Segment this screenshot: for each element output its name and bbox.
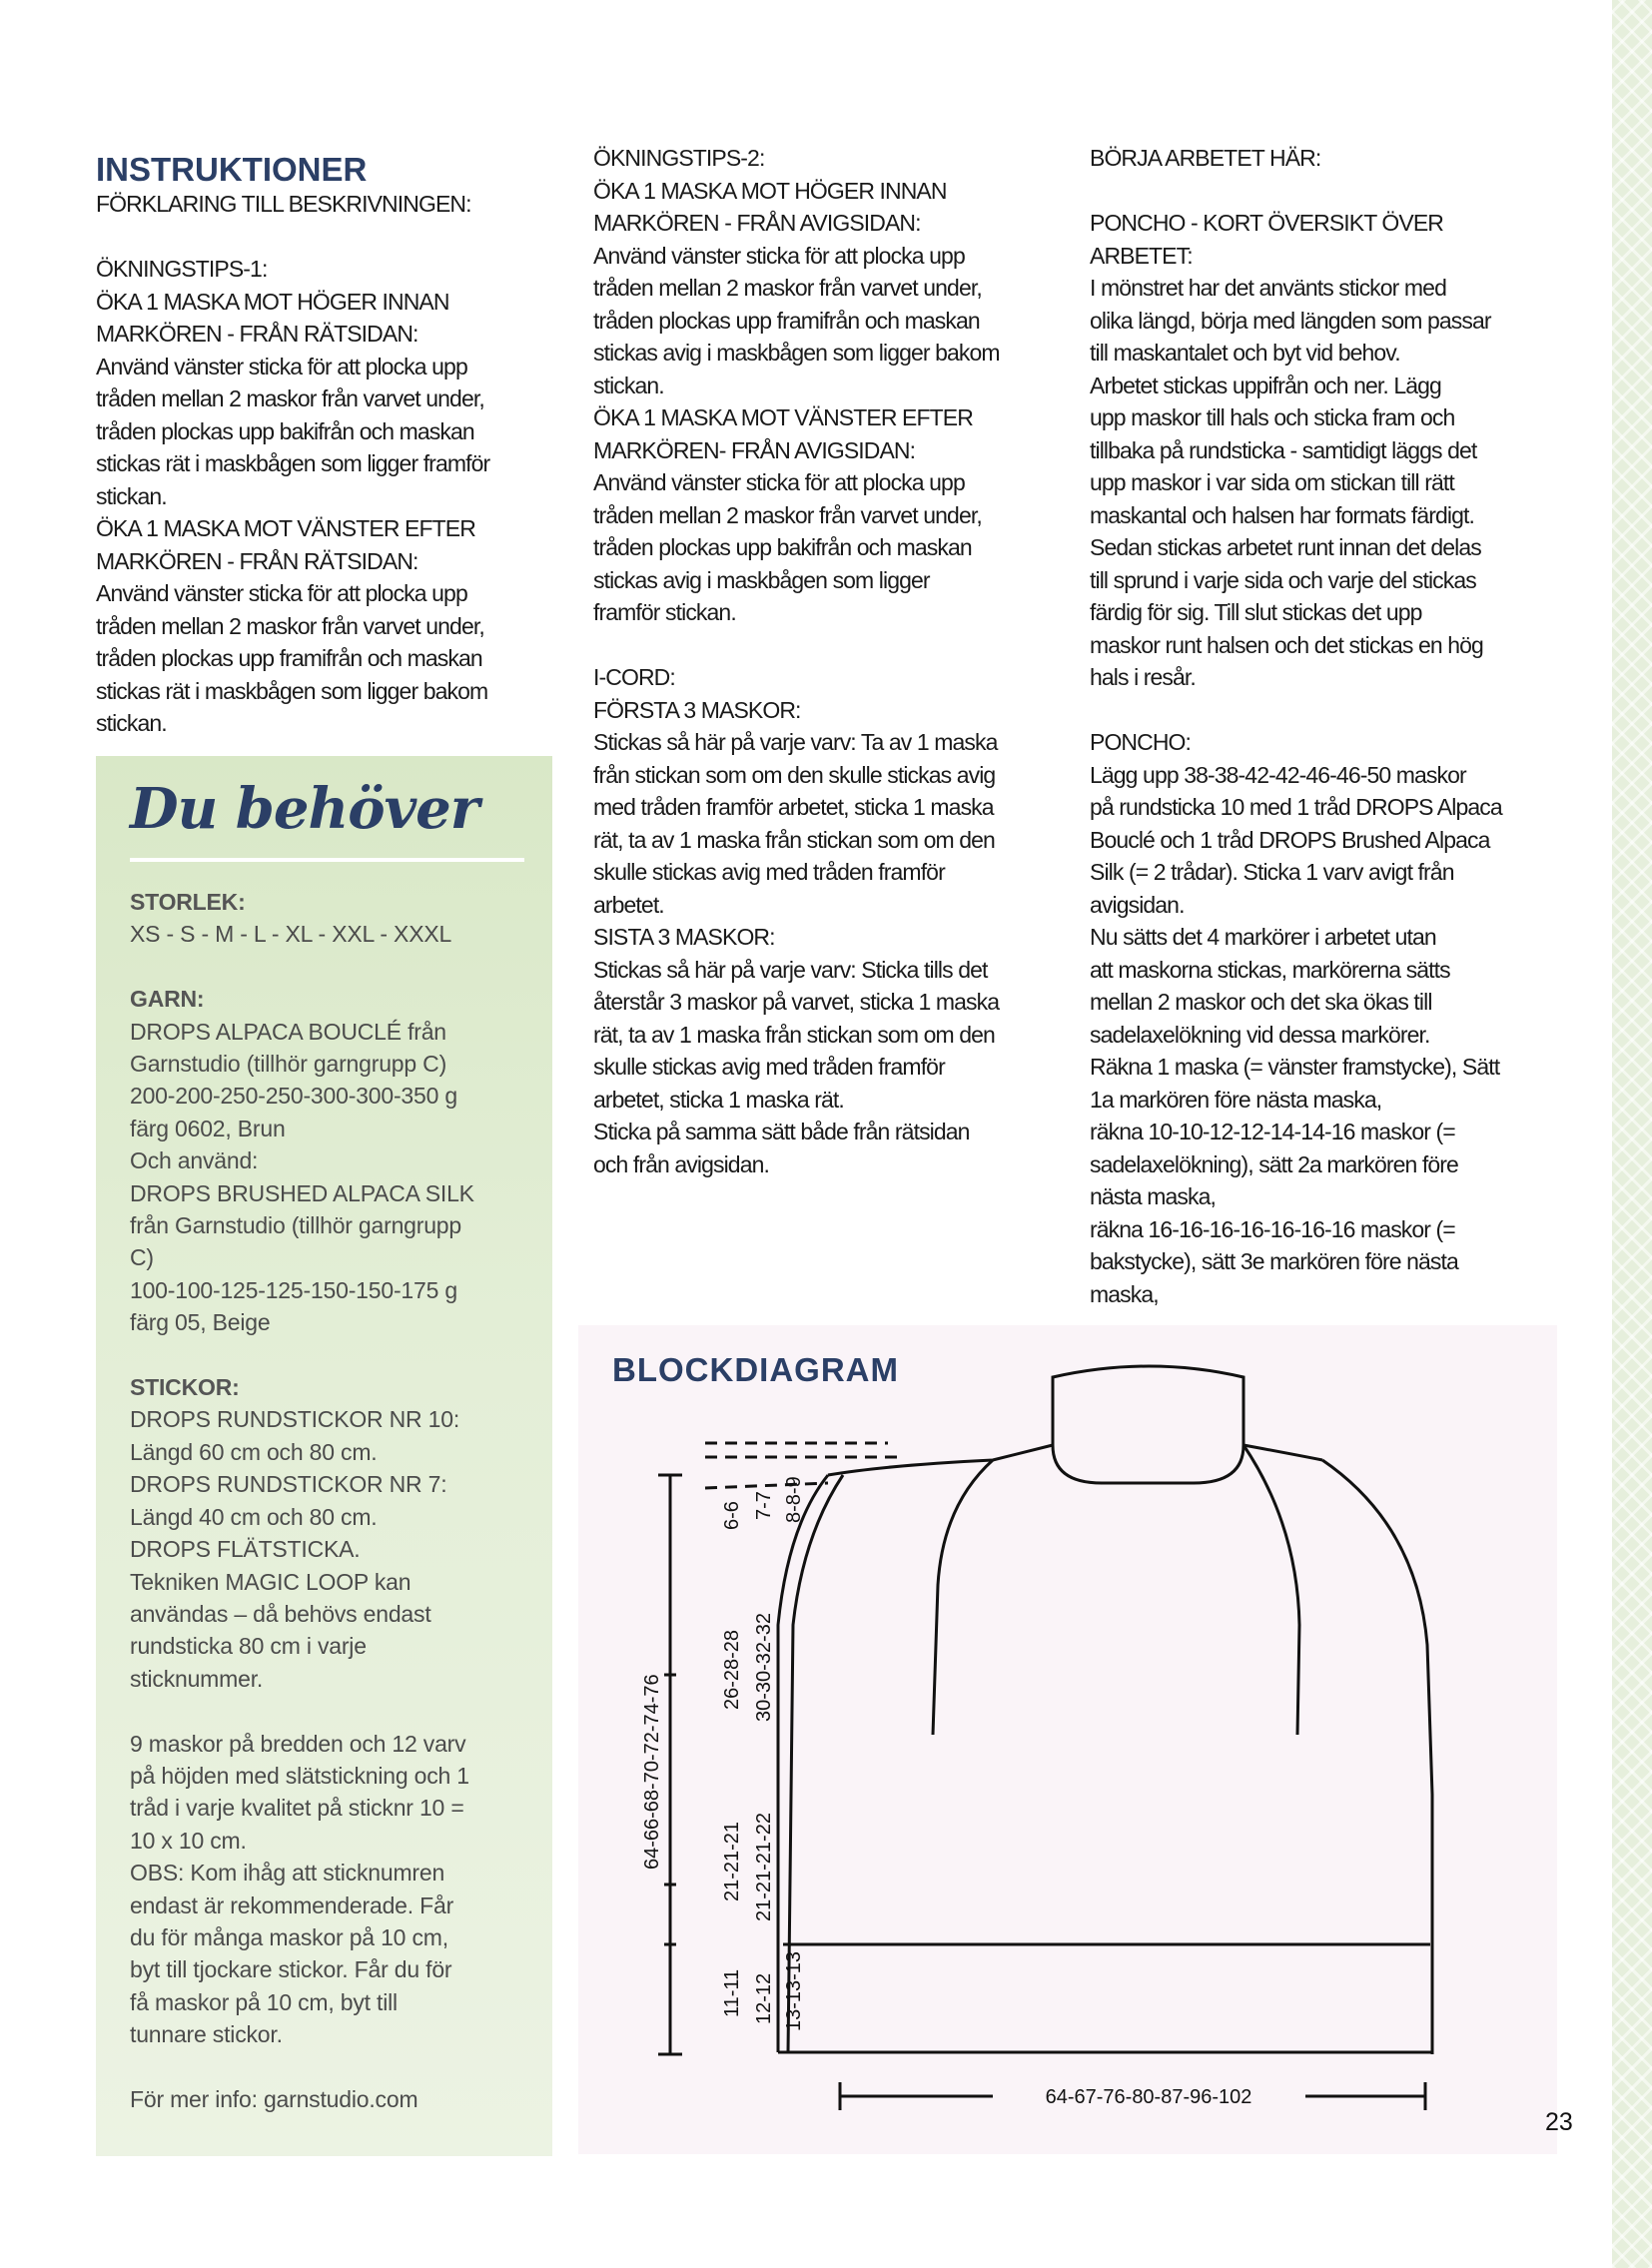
width-label: 64-67-76-80-87-96-102 <box>1045 2086 1252 2108</box>
icord-title: I-CORD: <box>593 664 675 690</box>
page-number: 23 <box>1545 2108 1573 2136</box>
bottom-b-label: 12-12 <box>753 1972 775 2024</box>
poncho-text: Lägg upp 38-38-42-42-46-46-50 maskor på rundsticka 10 med 1 tråd DROPS Alpaca Bouclé och 1 tråd DROPS Brushed Alpaca Silk (= 2 trådar). Sticka 1 varv avigt från avigsidan. Nu sätts det 4 markörer i arbetet utan att maskorna stickas, markörerna sätts mellan 2 maskor och det ska ökas till sadelaxelökning vid dessa markörer. Räkna 1 maska (= vänster framstycke), Sätt 1a markören före nästa maska, räkna 10-10-12-12-14-14-16 maskor (= sadelaxelökning), sätt 2a markören före nästa maska, räkna 16-16-16-16-16-16-16 maskor (= bakstycke), sätt 3e markören före nästa maska, <box>1090 761 1502 1307</box>
materials-box <box>96 756 552 2156</box>
block-diagram-title: BLOCKDIAGRAM <box>612 1351 899 1388</box>
size-list: XS - S - M - L - XL - XXL - XXXL <box>130 921 452 948</box>
increase-left-wrong-side-title: ÖKA 1 MASKA MOT VÄNSTER EFTER MARKÖREN- FRÅN AVIGSIDAN: <box>593 404 973 463</box>
last-stitches-title: SISTA 3 MASKOR: <box>593 924 775 950</box>
increase-right-text: Använd vänster sticka för att plocka upp tråden mellan 2 maskor från varvet under, tråden plockas upp bakifrån och maskan stickas rät i maskbågen som ligger framför stickan. <box>96 353 490 509</box>
yarn-label: GARN: <box>130 986 205 1013</box>
first-stitches-title: FÖRSTA 3 MASKOR: <box>593 696 801 723</box>
increase-right-wrong-side-text: Använd vänster sticka för att plocka upp tråden mellan 2 maskor från varvet under, tråden plockas upp framifrån och maskan stickas avig i maskbågen som ligger bakom stickan. <box>593 242 1000 398</box>
overview-title: PONCHO - KORT ÖVERSIKT ÖVER ARBETET: <box>1090 210 1443 269</box>
overview-text: I mönstret har det använts stickor med olika längd, börja med längden som passar till maskantalet och byt vid behov. Arbetet stickas uppifrån och ner. Lägg upp maskor till hals och sticka fram och tillbaka på rundsticka - samtidigt läggs det upp maskor i var sida om stickan till rätt maskantal och halsen har formats färdigt. Sedan stickas arbetet runt innan det delas till sprund i varje sida och varje del stickas färdig för sig. Till slut stickas det upp maskor runt halsen och det stickas en hög hals i resår. <box>1090 275 1491 690</box>
instructions-column-1 <box>96 152 560 740</box>
last-stitches-text: Stickas så här på varje varv: Sticka tills det återstår 3 maskor på varvet, sticka 1 maska rät, ta av 1 maska från stickan som om den skulle stickas avig med tråden framför arbetet, sticka 1 maska rät. Sticka på samma sätt både från rätsidan och från avigsidan. <box>593 956 1000 1177</box>
increase-right-wrong-side-title: ÖKA 1 MASKA MOT HÖGER INNAN MARKÖREN - FRÅN AVIGSIDAN: <box>593 177 947 236</box>
size-label: STORLEK: <box>130 889 246 915</box>
shoulder-line-left <box>828 1445 1053 1475</box>
top-b-label: 7-7 <box>753 1491 775 1520</box>
total-height-label: 64-66-68-70-72-74-76 <box>641 1674 663 1870</box>
start-here-title: BÖRJA ARBETET HÄR: <box>1090 145 1321 171</box>
top-c-label: 8-8-9 <box>783 1476 805 1523</box>
raglan-seam-right <box>1243 1445 1299 1735</box>
raglan-seam-left <box>933 1460 993 1735</box>
materials-body <box>130 886 534 2115</box>
bottom-a-label: 11-11 <box>721 1968 743 2017</box>
more-info-text: För mer info: garnstudio.com <box>130 2085 418 2112</box>
gauge-text: 9 maskor på bredden och 12 varv på höjden med slätstickning och 1 tråd i varje kvalitet på sticknr 10 = 10 x 10 cm. OBS: Kom ihåg att sticknumren endast är rekommenderade. Får du för många maskor på 10 cm, byt till tjockare stickor. Får du för få maskor på 10 cm, byt till tunnare stickor. <box>130 1730 469 2048</box>
lower-a-label: 21-21-21 <box>721 1821 743 1901</box>
yarn-text: DROPS ALPACA BOUCLÉ från Garnstudio (tillhör garngrupp C) 200-200-250-250-300-300-350 g färg 0602, Brun Och använd: DROPS BRUSHED ALPACA SILK från Garnstudio (tillhör garngrupp C) 100-100-125-125-150-150-175 g färg 05, Beige <box>130 1018 474 1336</box>
needles-label: STICKOR: <box>130 1374 240 1401</box>
shoulder-line-right <box>1243 1445 1322 1460</box>
materials-divider <box>130 858 524 862</box>
bottom-c-label: 13-13-13 <box>783 1950 805 2031</box>
materials-title: Du behöver <box>130 776 479 842</box>
collar-outline <box>1053 1366 1243 1483</box>
needles-text: DROPS RUNDSTICKOR NR 10: Längd 60 cm och 80 cm. DROPS RUNDSTICKOR NR 7: Längd 40 cm och 80 cm. DROPS FLÄTSTICKA. Tekniken MAGIC LOOP kan användas – då behövs endast rundsticka 80 cm i varje sticknummer. <box>130 1406 460 1692</box>
mid-b-label: 30-30-32-32 <box>753 1613 775 1722</box>
lower-b-label: 21-21-21-22 <box>753 1813 775 1921</box>
decorative-side-strip <box>1612 0 1652 2268</box>
increase-tip-2-title: ÖKNINGSTIPS-2: <box>593 145 765 171</box>
guide-dashed-3 <box>705 1483 828 1488</box>
instructions-column-2 <box>593 142 1063 1180</box>
mid-a-label: 26-28-28 <box>721 1629 743 1710</box>
increase-tip-1-title: ÖKNINGSTIPS-1: <box>96 256 268 282</box>
increase-right-title: ÖKA 1 MASKA MOT HÖGER INNAN MARKÖREN - FRÅN RÄTSIDAN: <box>96 288 449 347</box>
top-a-label: 6-6 <box>721 1501 743 1530</box>
increase-left-text: Använd vänster sticka för att plocka upp tråden mellan 2 maskor från varvet under, tråden plockas upp framifrån och maskan stickas rät i maskbågen som ligger bakom stickan. <box>96 580 488 736</box>
body-outline-right <box>1322 1460 1432 2054</box>
explanation-subheading: FÖRKLARING TILL BESKRIVNINGEN: <box>96 191 471 217</box>
first-stitches-text: Stickas så här på varje varv: Ta av 1 maska från stickan som om den skulle stickas avig med tråden framför arbetet, sticka 1 maska rät, ta av 1 maska från stickan som om den skulle stickas avig med tråden framför arbetet. <box>593 729 998 918</box>
block-diagram-drawing <box>578 1325 1557 2154</box>
block-diagram <box>578 1325 1557 2154</box>
instructions-heading: INSTRUKTIONER <box>96 151 368 188</box>
increase-left-wrong-side-text: Använd vänster sticka för att plocka upp tråden mellan 2 maskor från varvet under, tråden plockas upp bakifrån och maskan stickas avig i maskbågen som ligger framför stickan. <box>593 469 982 625</box>
increase-left-title: ÖKA 1 MASKA MOT VÄNSTER EFTER MARKÖREN - FRÅN RÄTSIDAN: <box>96 515 475 574</box>
poncho-title: PONCHO: <box>1090 729 1192 755</box>
instructions-column-3 <box>1090 142 1564 1310</box>
